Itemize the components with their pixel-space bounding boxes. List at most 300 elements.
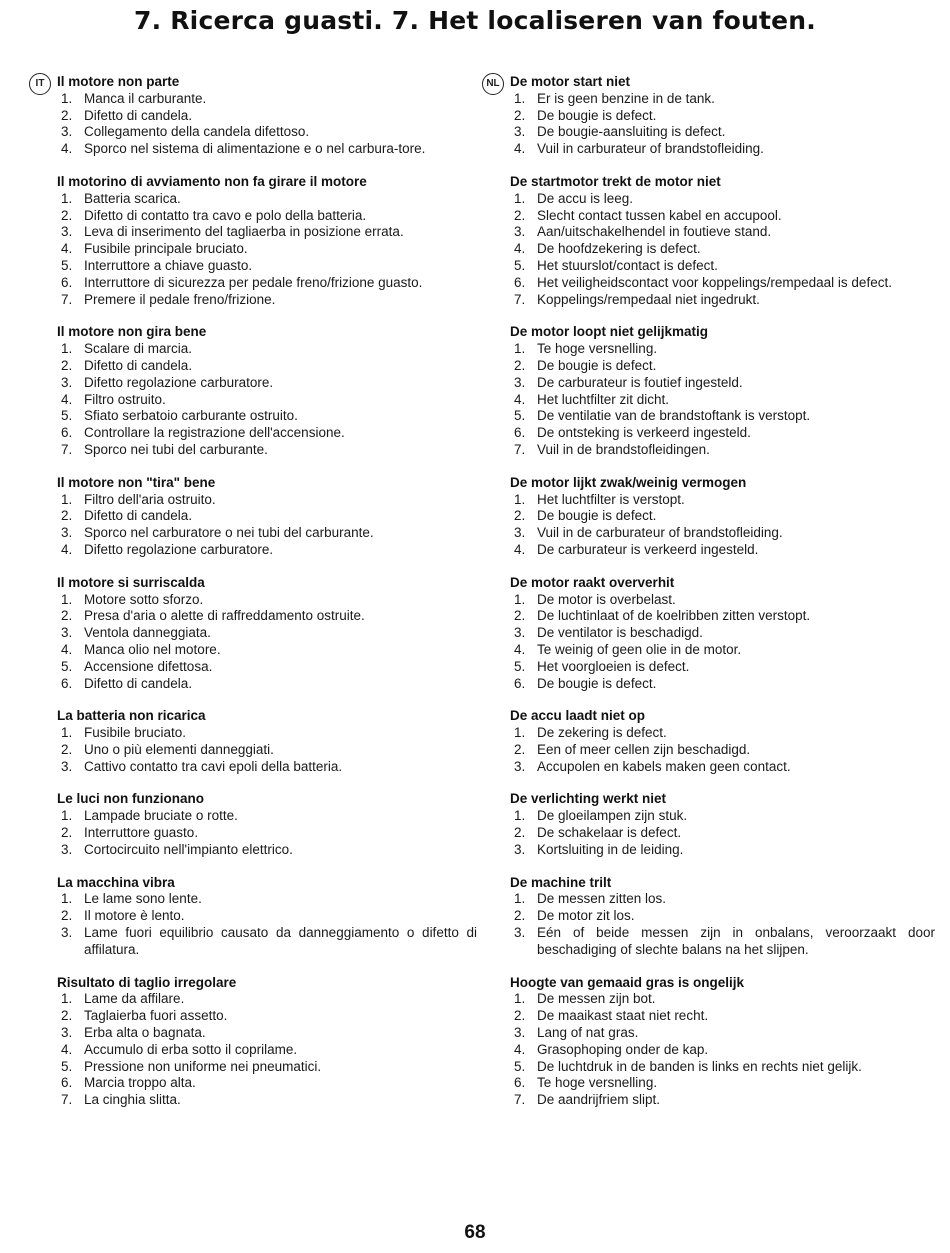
cause-list: [57, 725, 477, 775]
item-number: 3.: [61, 841, 73, 857]
language-badge-it: IT: [29, 73, 51, 95]
item-text: Motore sotto sforzo.: [84, 591, 204, 607]
list-item: [57, 358, 477, 375]
list-item: [57, 375, 477, 392]
item-text: Presa d'aria o alette di raffreddamento ostruite.: [84, 608, 365, 624]
item-number: 6.: [61, 425, 73, 441]
troubleshooting-section: [57, 791, 477, 858]
item-text: Difetto di candela.: [84, 508, 193, 524]
troubleshooting-section: [57, 708, 477, 775]
item-number: 7.: [61, 291, 73, 307]
item-number: 1.: [514, 591, 526, 607]
list-item: [57, 425, 477, 442]
troubleshooting-section: [510, 708, 935, 775]
item-number: 1.: [514, 808, 526, 824]
item-number: 1.: [61, 491, 73, 507]
list-item: [510, 908, 935, 925]
item-text: Controllare la registrazione dell'accensione.: [84, 425, 345, 441]
cause-list: [510, 492, 935, 559]
item-number: 6.: [514, 425, 526, 441]
list-item: [510, 191, 935, 208]
item-number: 1.: [514, 341, 526, 357]
section-heading: De verlichting werkt niet: [510, 791, 667, 807]
item-number: 1.: [61, 891, 73, 907]
item-text: De messen zijn bot.: [537, 991, 656, 1007]
section-heading: Il motorino di avviamento non fa girare il motore: [57, 173, 367, 189]
troubleshooting-section: [57, 475, 477, 559]
list-item: [510, 258, 935, 275]
list-item: [510, 625, 935, 642]
item-text: De ontsteking is verkeerd ingesteld.: [537, 425, 751, 441]
item-number: 7.: [61, 441, 73, 457]
item-text: De luchtinlaat of de koelribben zitten verstopt.: [537, 608, 811, 624]
item-text: Vuil in de carburateur of brandstofleiding.: [537, 525, 783, 541]
list-item: [510, 825, 935, 842]
item-text: Il motore è lento.: [84, 908, 185, 924]
list-item: [57, 392, 477, 409]
item-number: 3.: [61, 925, 73, 941]
item-number: 3.: [61, 1025, 73, 1041]
list-item: [57, 258, 477, 275]
list-item: [57, 442, 477, 459]
cause-list: [510, 991, 935, 1109]
list-item: [57, 891, 477, 908]
item-text: Interruttore a chiave guasto.: [84, 257, 253, 273]
item-number: 4.: [61, 1041, 73, 1057]
item-number: 1.: [514, 891, 526, 907]
list-item: [510, 292, 935, 309]
list-item: [57, 124, 477, 141]
item-text: Te weinig of geen olie in de motor.: [537, 641, 742, 657]
list-item: [57, 408, 477, 425]
item-text: Aan/uitschakelhendel in foutieve stand.: [537, 224, 772, 240]
item-number: 2.: [514, 357, 526, 373]
item-number: 2.: [61, 608, 73, 624]
list-item: [57, 191, 477, 208]
list-item: [510, 492, 935, 509]
item-text: Pressione non uniforme nei pneumatici.: [84, 1058, 322, 1074]
troubleshooting-section: [57, 324, 477, 458]
cause-list: [510, 191, 935, 309]
list-item: [510, 508, 935, 525]
cause-list: [510, 891, 935, 958]
troubleshooting-section: [510, 74, 935, 158]
item-number: 5.: [61, 257, 73, 273]
item-number: 5.: [514, 408, 526, 424]
section-heading: Il motore non "tira" bene: [57, 474, 216, 490]
list-item: [57, 676, 477, 693]
item-text: Accupolen en kabels maken geen contact.: [537, 758, 791, 774]
list-item: [510, 108, 935, 125]
troubleshooting-section: [510, 875, 935, 959]
item-number: 1.: [61, 591, 73, 607]
item-text: Uno o più elementi danneggiati.: [84, 741, 274, 757]
item-number: 1.: [514, 491, 526, 507]
item-text: De messen zitten los.: [537, 891, 667, 907]
item-text: Lame fuori equilibrio causato da danneggiamento o difetto di affilatura.: [84, 925, 477, 957]
item-text: Vuil in carburateur of brandstofleiding.: [537, 141, 764, 157]
item-text: Interruttore guasto.: [84, 825, 199, 841]
item-text: Le lame sono lente.: [84, 891, 202, 907]
item-number: 3.: [514, 124, 526, 140]
item-number: 3.: [514, 374, 526, 390]
item-text: Ventola danneggiata.: [84, 625, 211, 641]
item-number: 7.: [61, 1092, 73, 1108]
section-heading: Le luci non funzionano: [57, 791, 204, 807]
troubleshooting-section: [510, 791, 935, 858]
list-item: [57, 642, 477, 659]
list-item: [57, 91, 477, 108]
item-number: 2.: [514, 508, 526, 524]
list-item: [510, 808, 935, 825]
item-number: 4.: [61, 241, 73, 257]
troubleshooting-section: [510, 475, 935, 559]
item-text: Het stuurslot/contact is defect.: [537, 257, 718, 273]
item-number: 1.: [61, 808, 73, 824]
item-text: Te hoge versnelling.: [537, 341, 658, 357]
list-item: [510, 592, 935, 609]
cause-list: [57, 341, 477, 459]
item-number: 3.: [514, 625, 526, 641]
list-item: [510, 425, 935, 442]
item-number: 7.: [514, 441, 526, 457]
item-number: 4.: [61, 141, 73, 157]
item-number: 3.: [61, 374, 73, 390]
cause-list: [57, 891, 477, 958]
item-text: Filtro ostruito.: [84, 391, 166, 407]
item-text: De maaikast staat niet recht.: [537, 1008, 709, 1024]
list-item: [57, 1059, 477, 1076]
item-number: 6.: [514, 274, 526, 290]
troubleshooting-section: [510, 324, 935, 458]
list-item: [510, 241, 935, 258]
section-heading: De motor loopt niet gelijkmatig: [510, 324, 709, 340]
item-text: Een of meer cellen zijn beschadigd.: [537, 741, 751, 757]
list-item: [57, 659, 477, 676]
item-number: 4.: [514, 1041, 526, 1057]
item-text: Difetto di candela.: [84, 675, 193, 691]
list-item: [57, 1042, 477, 1059]
list-item: [510, 124, 935, 141]
list-item: [57, 492, 477, 509]
item-text: Sfiato serbatoio carburante ostruito.: [84, 408, 298, 424]
item-text: Sporco nel sistema di alimentazione e o nel carbura-tore.: [84, 141, 426, 157]
item-number: 6.: [514, 675, 526, 691]
list-item: [510, 1025, 935, 1042]
item-text: Sporco nei tubi del carburante.: [84, 441, 268, 457]
item-number: 1.: [514, 725, 526, 741]
item-number: 2.: [61, 1008, 73, 1024]
item-number: 4.: [514, 641, 526, 657]
item-text: De zekering is defect.: [537, 725, 667, 741]
item-text: Het veiligheidscontact voor koppelings/rempedaal is defect.: [537, 274, 892, 290]
list-item: [57, 725, 477, 742]
list-item: [57, 241, 477, 258]
item-number: 5.: [61, 658, 73, 674]
item-text: Interruttore di sicurezza per pedale freno/frizione guasto.: [84, 274, 423, 290]
item-number: 6.: [61, 1075, 73, 1091]
item-text: Het voorgloeien is defect.: [537, 658, 690, 674]
item-number: 1.: [61, 725, 73, 741]
section-heading: De motor start niet: [510, 74, 631, 89]
troubleshooting-section: [510, 975, 935, 1109]
item-number: 2.: [61, 825, 73, 841]
item-text: Lampade bruciate o rotte.: [84, 808, 238, 824]
item-text: Filtro dell'aria ostruito.: [84, 491, 216, 507]
item-text: De aandrijfriem slipt.: [537, 1092, 661, 1108]
item-number: 1.: [61, 341, 73, 357]
list-item: [57, 759, 477, 776]
list-item: [510, 208, 935, 225]
cause-list: [57, 492, 477, 559]
item-number: 2.: [61, 508, 73, 524]
item-text: Erba alta o bagnata.: [84, 1025, 206, 1041]
item-number: 1.: [61, 90, 73, 106]
cause-list: [510, 592, 935, 693]
item-text: De motor is overbelast.: [537, 591, 676, 607]
cause-list: [510, 341, 935, 459]
item-text: Kortsluiting in de leiding.: [537, 841, 684, 857]
list-item: [57, 341, 477, 358]
item-number: 2.: [514, 207, 526, 223]
page-number: 68: [464, 1222, 486, 1243]
item-text: Difetto regolazione carburatore.: [84, 541, 274, 557]
item-number: 2.: [61, 107, 73, 123]
item-number: 6.: [61, 274, 73, 290]
item-text: Accumulo di erba sotto il coprilame.: [84, 1041, 298, 1057]
cause-list: [57, 592, 477, 693]
section-heading: Risultato di taglio irregolare: [57, 974, 237, 990]
troubleshooting-section: [57, 875, 477, 959]
item-number: 1.: [514, 190, 526, 206]
troubleshooting-section: [57, 174, 477, 308]
item-number: 2.: [514, 1008, 526, 1024]
item-text: Lame da affilare.: [84, 991, 185, 1007]
list-item: [57, 141, 477, 158]
column-italian: [35, 74, 477, 1125]
item-text: De bougie is defect.: [537, 107, 657, 123]
list-item: [510, 275, 935, 292]
list-item: [510, 442, 935, 459]
section-heading: De startmotor trekt de motor niet: [510, 173, 721, 189]
item-number: 2.: [61, 207, 73, 223]
list-item: [510, 91, 935, 108]
list-item: [57, 542, 477, 559]
item-number: 2.: [514, 825, 526, 841]
item-number: 2.: [61, 908, 73, 924]
list-item: [57, 1075, 477, 1092]
item-text: Grasophoping onder de kap.: [537, 1041, 709, 1057]
section-heading: De motor raakt oververhit: [510, 574, 675, 590]
list-item: [510, 1059, 935, 1076]
item-number: 4.: [514, 391, 526, 407]
item-number: 3.: [514, 758, 526, 774]
item-number: 3.: [514, 1025, 526, 1041]
item-number: 3.: [514, 925, 526, 941]
item-text: Difetto di candela.: [84, 357, 193, 373]
list-item: [510, 742, 935, 759]
item-text: Er is geen benzine in de tank.: [537, 90, 715, 106]
item-text: Eén of beide messen zijn in onbalans, veroorzaakt door beschadiging of slechte balans na het slijpen.: [537, 925, 935, 957]
cause-list: [510, 725, 935, 775]
item-number: 2.: [514, 107, 526, 123]
list-item: [510, 925, 935, 959]
item-text: Lang of nat gras.: [537, 1025, 639, 1041]
item-number: 2.: [61, 357, 73, 373]
item-text: Fusibile bruciato.: [84, 725, 187, 741]
item-number: 3.: [61, 625, 73, 641]
section-heading: Il motore non gira bene: [57, 324, 207, 340]
item-number: 2.: [61, 741, 73, 757]
item-number: 4.: [514, 141, 526, 157]
item-number: 7.: [514, 1092, 526, 1108]
item-text: De bougie-aansluiting is defect.: [537, 124, 726, 140]
list-item: [57, 925, 477, 959]
troubleshooting-section: [510, 174, 935, 308]
section-heading: La macchina vibra: [57, 874, 175, 890]
list-item: [57, 292, 477, 309]
item-text: De accu is leeg.: [537, 190, 634, 206]
item-text: De motor zit los.: [537, 908, 635, 924]
list-item: [57, 592, 477, 609]
item-text: Het luchtfilter is verstopt.: [537, 491, 685, 507]
item-number: 4.: [61, 391, 73, 407]
list-item: [57, 1092, 477, 1109]
item-text: Slecht contact tussen kabel en accupool.: [537, 207, 782, 223]
item-text: Cortocircuito nell'impianto elettrico.: [84, 841, 293, 857]
list-item: [57, 275, 477, 292]
list-item: [57, 808, 477, 825]
item-text: De carburateur is foutief ingesteld.: [537, 374, 743, 390]
list-item: [510, 224, 935, 241]
item-text: Batteria scarica.: [84, 190, 181, 206]
item-text: De bougie is defect.: [537, 675, 657, 691]
item-text: Accensione difettosa.: [84, 658, 213, 674]
item-text: Scalare di marcia.: [84, 341, 193, 357]
item-text: Sporco nel carburatore o nei tubi del carburante.: [84, 525, 374, 541]
list-item: [510, 608, 935, 625]
item-text: De luchtdruk in de banden is links en rechts niet gelijk.: [537, 1058, 862, 1074]
item-text: De gloeilampen zijn stuk.: [537, 808, 688, 824]
list-item: [510, 759, 935, 776]
item-number: 4.: [514, 241, 526, 257]
list-item: [57, 208, 477, 225]
item-number: 5.: [61, 408, 73, 424]
item-number: 1.: [514, 991, 526, 1007]
section-heading: De machine trilt: [510, 874, 612, 890]
list-item: [510, 642, 935, 659]
list-item: [57, 508, 477, 525]
cause-list: [57, 991, 477, 1109]
section-heading: Il motore non parte: [57, 74, 180, 89]
item-text: Fusibile principale bruciato.: [84, 241, 248, 257]
item-text: De schakelaar is defect.: [537, 825, 682, 841]
item-number: 5.: [514, 1058, 526, 1074]
item-number: 3.: [61, 224, 73, 240]
list-item: [510, 525, 935, 542]
item-text: La cinghia slitta.: [84, 1092, 181, 1108]
list-item: [57, 525, 477, 542]
troubleshooting-section: [57, 975, 477, 1109]
cause-list: [57, 808, 477, 858]
list-item: [57, 825, 477, 842]
cause-list: [57, 91, 477, 158]
item-number: 6.: [61, 675, 73, 691]
troubleshooting-section: [57, 575, 477, 693]
column-dutch: [486, 74, 935, 1125]
item-number: 3.: [514, 224, 526, 240]
section-heading: De accu laadt niet op: [510, 708, 646, 724]
item-number: 3.: [61, 124, 73, 140]
item-text: De ventilator is beschadigd.: [537, 625, 703, 641]
item-text: Difetto di candela.: [84, 107, 193, 123]
section-heading: Il motore si surriscalda: [57, 574, 205, 590]
item-number: 2.: [514, 608, 526, 624]
item-number: 4.: [514, 541, 526, 557]
troubleshooting-section: [510, 575, 935, 693]
cause-list: [57, 191, 477, 309]
item-number: 5.: [514, 658, 526, 674]
item-text: De bougie is defect.: [537, 357, 657, 373]
item-number: 3.: [514, 525, 526, 541]
item-number: 5.: [61, 1058, 73, 1074]
list-item: [510, 375, 935, 392]
item-text: De hoofdzekering is defect.: [537, 241, 701, 257]
list-item: [510, 392, 935, 409]
item-number: 6.: [514, 1075, 526, 1091]
list-item: [510, 1042, 935, 1059]
item-text: Cattivo contatto tra cavi epoli della batteria.: [84, 758, 343, 774]
list-item: [510, 659, 935, 676]
item-number: 4.: [61, 641, 73, 657]
item-text: Leva di inserimento del tagliaerba in posizione errata.: [84, 224, 404, 240]
item-number: 1.: [61, 991, 73, 1007]
list-item: [57, 224, 477, 241]
list-item: [57, 991, 477, 1008]
item-text: De bougie is defect.: [537, 508, 657, 524]
language-badge-nl: NL: [482, 73, 504, 95]
item-number: 7.: [514, 291, 526, 307]
item-text: Te hoge versnelling.: [537, 1075, 658, 1091]
item-text: Manca olio nel motore.: [84, 641, 221, 657]
list-item: [57, 608, 477, 625]
list-item: [510, 358, 935, 375]
list-item: [510, 408, 935, 425]
item-number: 3.: [61, 758, 73, 774]
list-item: [57, 742, 477, 759]
list-item: [510, 141, 935, 158]
page-title: 7. Ricerca guasti. 7. Het localiseren van fouten.: [134, 6, 816, 35]
list-item: [510, 1008, 935, 1025]
item-number: 3.: [61, 525, 73, 541]
section-heading: De motor lijkt zwak/weinig vermogen: [510, 474, 747, 490]
list-item: [510, 542, 935, 559]
list-item: [57, 625, 477, 642]
list-item: [57, 108, 477, 125]
item-text: Taglaierba fuori assetto.: [84, 1008, 228, 1024]
section-heading: Hoogte van gemaaid gras is ongelijk: [510, 974, 745, 990]
item-number: 1.: [514, 90, 526, 106]
item-number: 5.: [514, 257, 526, 273]
section-heading: La batteria non ricarica: [57, 708, 206, 724]
list-item: [510, 725, 935, 742]
list-item: [57, 1008, 477, 1025]
item-number: 2.: [514, 741, 526, 757]
item-text: De ventilatie van de brandstoftank is verstopt.: [537, 408, 811, 424]
list-item: [510, 341, 935, 358]
list-item: [57, 1025, 477, 1042]
list-item: [510, 1075, 935, 1092]
